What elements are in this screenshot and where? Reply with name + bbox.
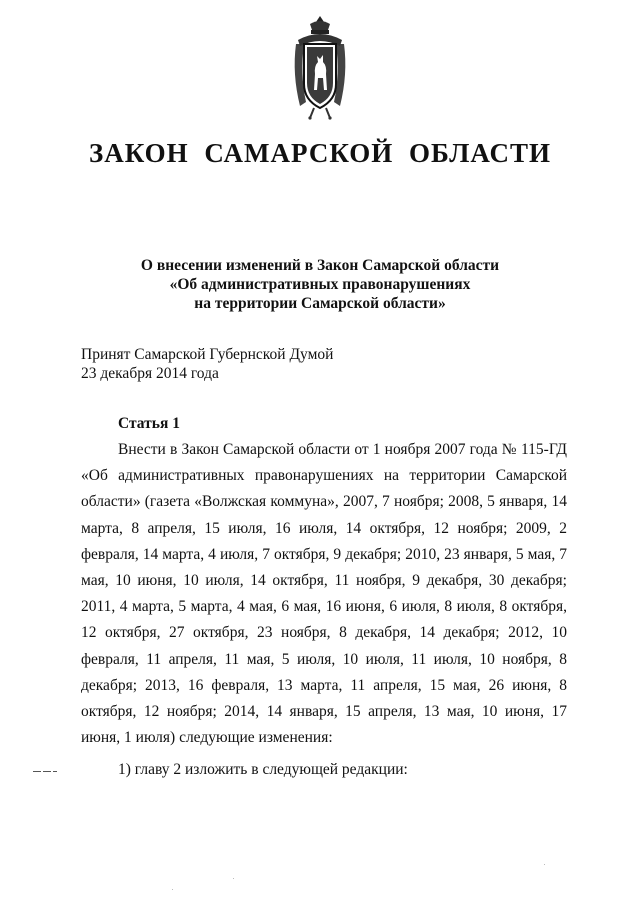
- subject-line: «Об административных правонарушениях: [169, 276, 471, 293]
- margin-mark-icon: [33, 770, 57, 773]
- law-title: ЗАКОН САМАРСКОЙ ОБЛАСТИ: [89, 138, 551, 168]
- subject-line: О внесении изменений в Закон Самарской области: [140, 257, 500, 274]
- scan-speck: [233, 878, 234, 879]
- scan-speck: [172, 889, 173, 890]
- scan-speck: [544, 864, 545, 865]
- coat-of-arms-icon: [290, 14, 350, 120]
- law-subject: [0, 256, 640, 313]
- adoption-date: 23 декабря 2014 года: [81, 365, 219, 382]
- adoption-info: [81, 345, 333, 383]
- adopted-by: Принят Самарской Губернской Думой: [81, 346, 334, 363]
- article-heading: Статья 1: [118, 415, 180, 432]
- subject-line: на территории Самарской области»: [194, 295, 446, 312]
- article-body: Внести в Закон Самарской области от 1 ноября 2007 года № 115-ГД «Об административных правонарушениях на территории Самарской области» (газета «Волжская коммуна», 2007, 7 ноября; 2008, 5 января, 14 марта, 8 апреля, 15 июля, 16 июля, 14 октября, 12 ноября; 2009, 2 февраля, 14 марта, 4 июля, 7 октября, 9 декабря; 2010, 23 января, 5 мая, 7 мая, 10 июня, 10 июля, 14 октября, 11 ноября, 9 декабря, 30 декабря; 2011, 4 марта, 5 марта, 4 мая, 6 мая, 16 июня, 6 июля, 8 июля, 8 октября, 12 октября, 27 октября, 23 ноября, 8 декабря, 14 декабря; 2012, 10 февраля, 11 апреля, 11 мая, 5 июля, 10 июля, 11 июля, 10 ноября, 8 декабря; 2013, 16 февраля, 13 марта, 11 апреля, 15 мая, 26 июня, 8 октября, 12 ноября; 2014, 14 января, 15 апреля, 13 мая, 10 июня, 17 июня, 1 июля) следующие изменения:: [81, 441, 567, 747]
- amendment-item: 1) главу 2 изложить в следующей редакции:: [118, 761, 408, 778]
